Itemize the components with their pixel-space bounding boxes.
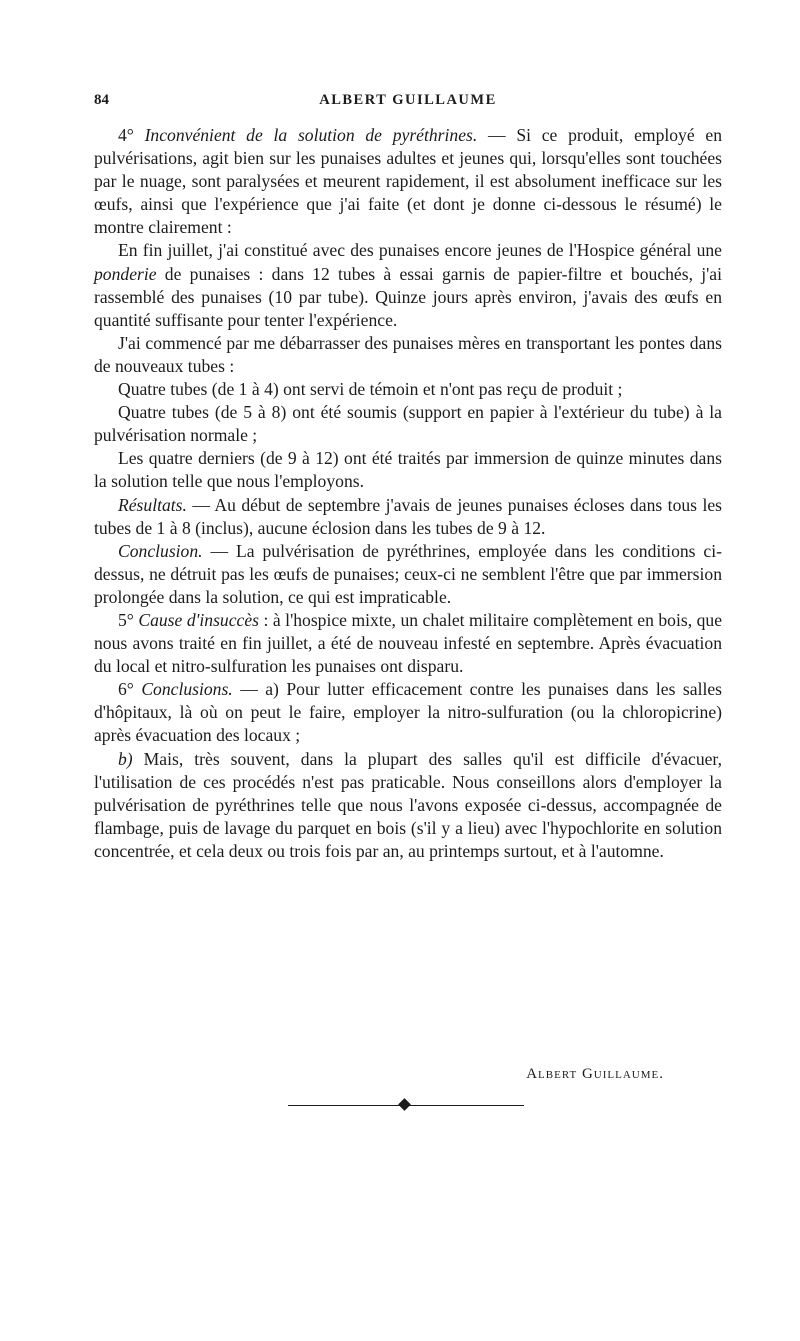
end-ornament xyxy=(288,1096,524,1116)
list-marker: b) xyxy=(118,748,133,769)
paragraph: Quatre tubes (de 5 à 8) ont été soumis (support en papier à l'extérieur du tube) à la pulvérisation normale ; xyxy=(94,402,722,446)
paragraph: Résultats. — Au début de septembre j'avais de jeunes punaises écloses dans tous les tubes de 1 à 8 (inclus), aucune éclosion dans les tubes de 9 à 12. xyxy=(94,494,722,538)
paragraph-heading: Résultats. xyxy=(118,494,187,515)
paragraph: 4° Inconvénient de la solution de pyréthrines. — Si ce produit, employé en pulvérisations, agit bien sur les punaises adultes et jeunes qui, lorsqu'elles sont touchées par le nuage, sont paralysées et meurent rapidement, il est absolument inefficace sur les œufs, ainsi que l'expérience que j'ai faite (et dont je donne ci-dessous le résumé) le montre clairement : xyxy=(94,125,722,238)
article-body xyxy=(94,124,722,863)
running-head: ALBERT GUILLAUME xyxy=(319,92,497,108)
paragraph: 6° Conclusions. — a) Pour lutter efficacement contre les punaises dans les salles d'hôpitaux, là où on peut le faire, employer la nitro-sulfuration (ou la chloropicrine) après évacuation des locaux ; xyxy=(94,679,723,746)
diamond-icon xyxy=(398,1098,411,1111)
author-signature: Albert Guillaume. xyxy=(526,1066,664,1082)
paragraph: En fin juillet, j'ai constitué avec des punaises encore jeunes de l'Hospice général une ponderie de punaises : dans 12 tubes à essai garnis de papier-filtre et bouchés, j'ai rassemblé des punaises (10 par tube). Quinze jours après environ, j'avais des œufs en quantité suffisante pour tenter l'expérience. xyxy=(94,240,722,330)
paragraph: Conclusion. — La pulvérisation de pyréthrines, employée dans les conditions ci-dessus, ne détruit pas les œufs de punaises; ceux-ci ne semblent l'être que par immersion prolongée dans la solution, ce qui est impraticable. xyxy=(94,540,722,607)
paragraph-heading: Conclusions. xyxy=(141,679,233,700)
paragraph-heading: Inconvénient de la solution de pyréthrines. xyxy=(144,125,478,145)
page-header xyxy=(94,92,722,114)
emphasis: ponderie xyxy=(94,263,157,284)
paragraph-heading: Conclusion. xyxy=(118,540,203,561)
page-number: 84 xyxy=(94,92,109,108)
paragraph: Quatre tubes (de 1 à 4) ont servi de témoin et n'ont pas reçu de produit ; xyxy=(118,379,623,400)
paragraph: J'ai commencé par me débarrasser des punaises mères en transportant les pontes dans de nouveaux tubes : xyxy=(94,332,722,376)
paragraph: b) Mais, très souvent, dans la plupart des salles qu'il est difficile d'évacuer, l'utilisation de ces procédés n'est pas praticable. Nous conseillons alors d'employer la pulvérisation de pyréthrines telle que nous l'avons exposée ci-dessus, accompagnée de flambage, puis de lavage du parquet en bois (s'il y a lieu) avec l'hypochlorite en solution concentrée, et cela deux ou trois fois par an, au printemps surtout, et à l'automne. xyxy=(94,748,722,861)
paragraph: Les quatre derniers (de 9 à 12) ont été traités par immersion de quinze minutes dans la solution telle que nous l'employons. xyxy=(94,448,722,492)
paragraph: 5° Cause d'insuccès : à l'hospice mixte, un chalet militaire complètement en bois, que nous avons traité en fin juillet, a été de nouveau infesté en septembre. Après évacuation du local et nitro-sulfuration les punaises ont disparu. xyxy=(94,609,723,677)
paragraph-heading: Cause d'insuccès xyxy=(138,609,259,630)
